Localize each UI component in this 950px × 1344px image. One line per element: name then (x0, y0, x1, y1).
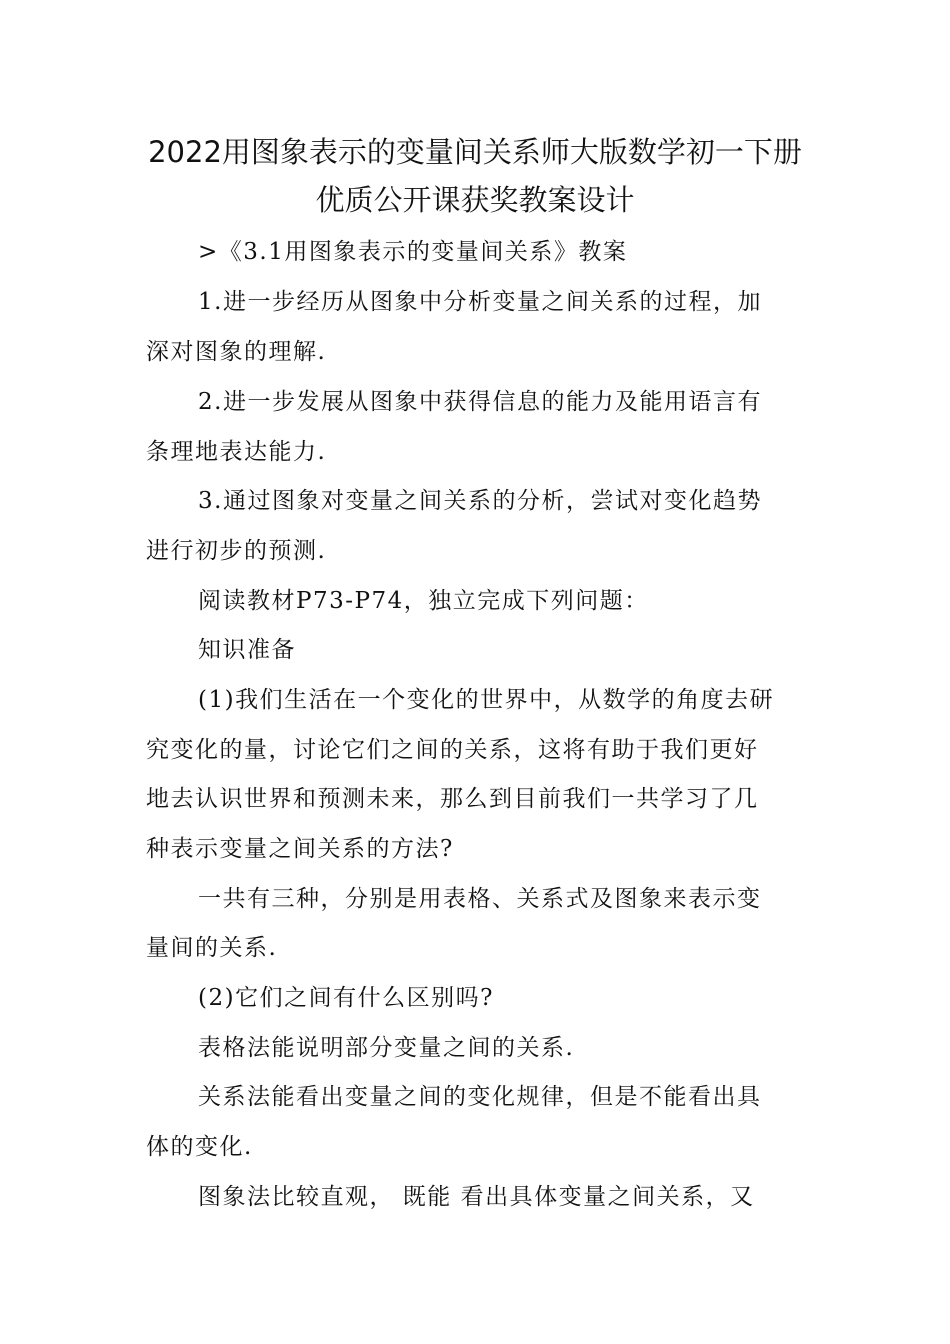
answer-graph-method-line-1: 图象法比较直观， 既能 看出具体变量之间关系，又 (198, 1184, 755, 1210)
objective-1-line-2: 深对图象的理解. (146, 339, 327, 365)
objective-3-line-2: 进行初步的预测. (146, 538, 327, 564)
reading-instruction: 阅读教材P73-P74，独立完成下列问题： (198, 588, 649, 614)
section-heading-knowledge-prep: 知识准备 (198, 637, 296, 663)
lesson-heading: >《3.1用图象表示的变量间关系》教案 (198, 239, 628, 265)
question-1-line-1: (1)我们生活在一个变化的世界中，从数学的角度去研 (198, 687, 775, 713)
answer-1-line-2: 量间的关系. (146, 935, 278, 961)
question-1-line-2: 究变化的量，讨论它们之间的关系，这将有助于我们更好 (146, 737, 759, 763)
answer-table-method: 表格法能说明部分变量之间的关系. (198, 1035, 575, 1061)
document-title-line-2: 优质公开课获奖教案设计 (315, 183, 635, 217)
objective-2-line-1: 2.进一步发展从图象中获得信息的能力及能用语言有 (198, 389, 762, 415)
document-title-line-1: 2022用图象表示的变量间关系师大版数学初一下册 (148, 135, 802, 169)
answer-1-line-1: 一共有三种，分别是用表格、关系式及图象来表示变 (198, 886, 762, 912)
question-1-line-3: 地去认识世界和预测未来，那么到目前我们一共学习了几 (146, 786, 759, 812)
objective-2-line-2: 条理地表达能力. (146, 439, 327, 465)
objective-3-line-1: 3.通过图象对变量之间关系的分析，尝试对变化趋势 (198, 488, 762, 514)
answer-formula-method-line-2: 体的变化. (146, 1134, 253, 1160)
question-1-line-4: 种表示变量之间关系的方法? (146, 836, 454, 862)
question-2: (2)它们之间有什么区别吗? (198, 985, 494, 1011)
answer-formula-method-line-1: 关系法能看出变量之间的变化规律，但是不能看出具 (198, 1084, 762, 1110)
objective-1-line-1: 1.进一步经历从图象中分析变量之间关系的过程，加 (198, 289, 762, 315)
